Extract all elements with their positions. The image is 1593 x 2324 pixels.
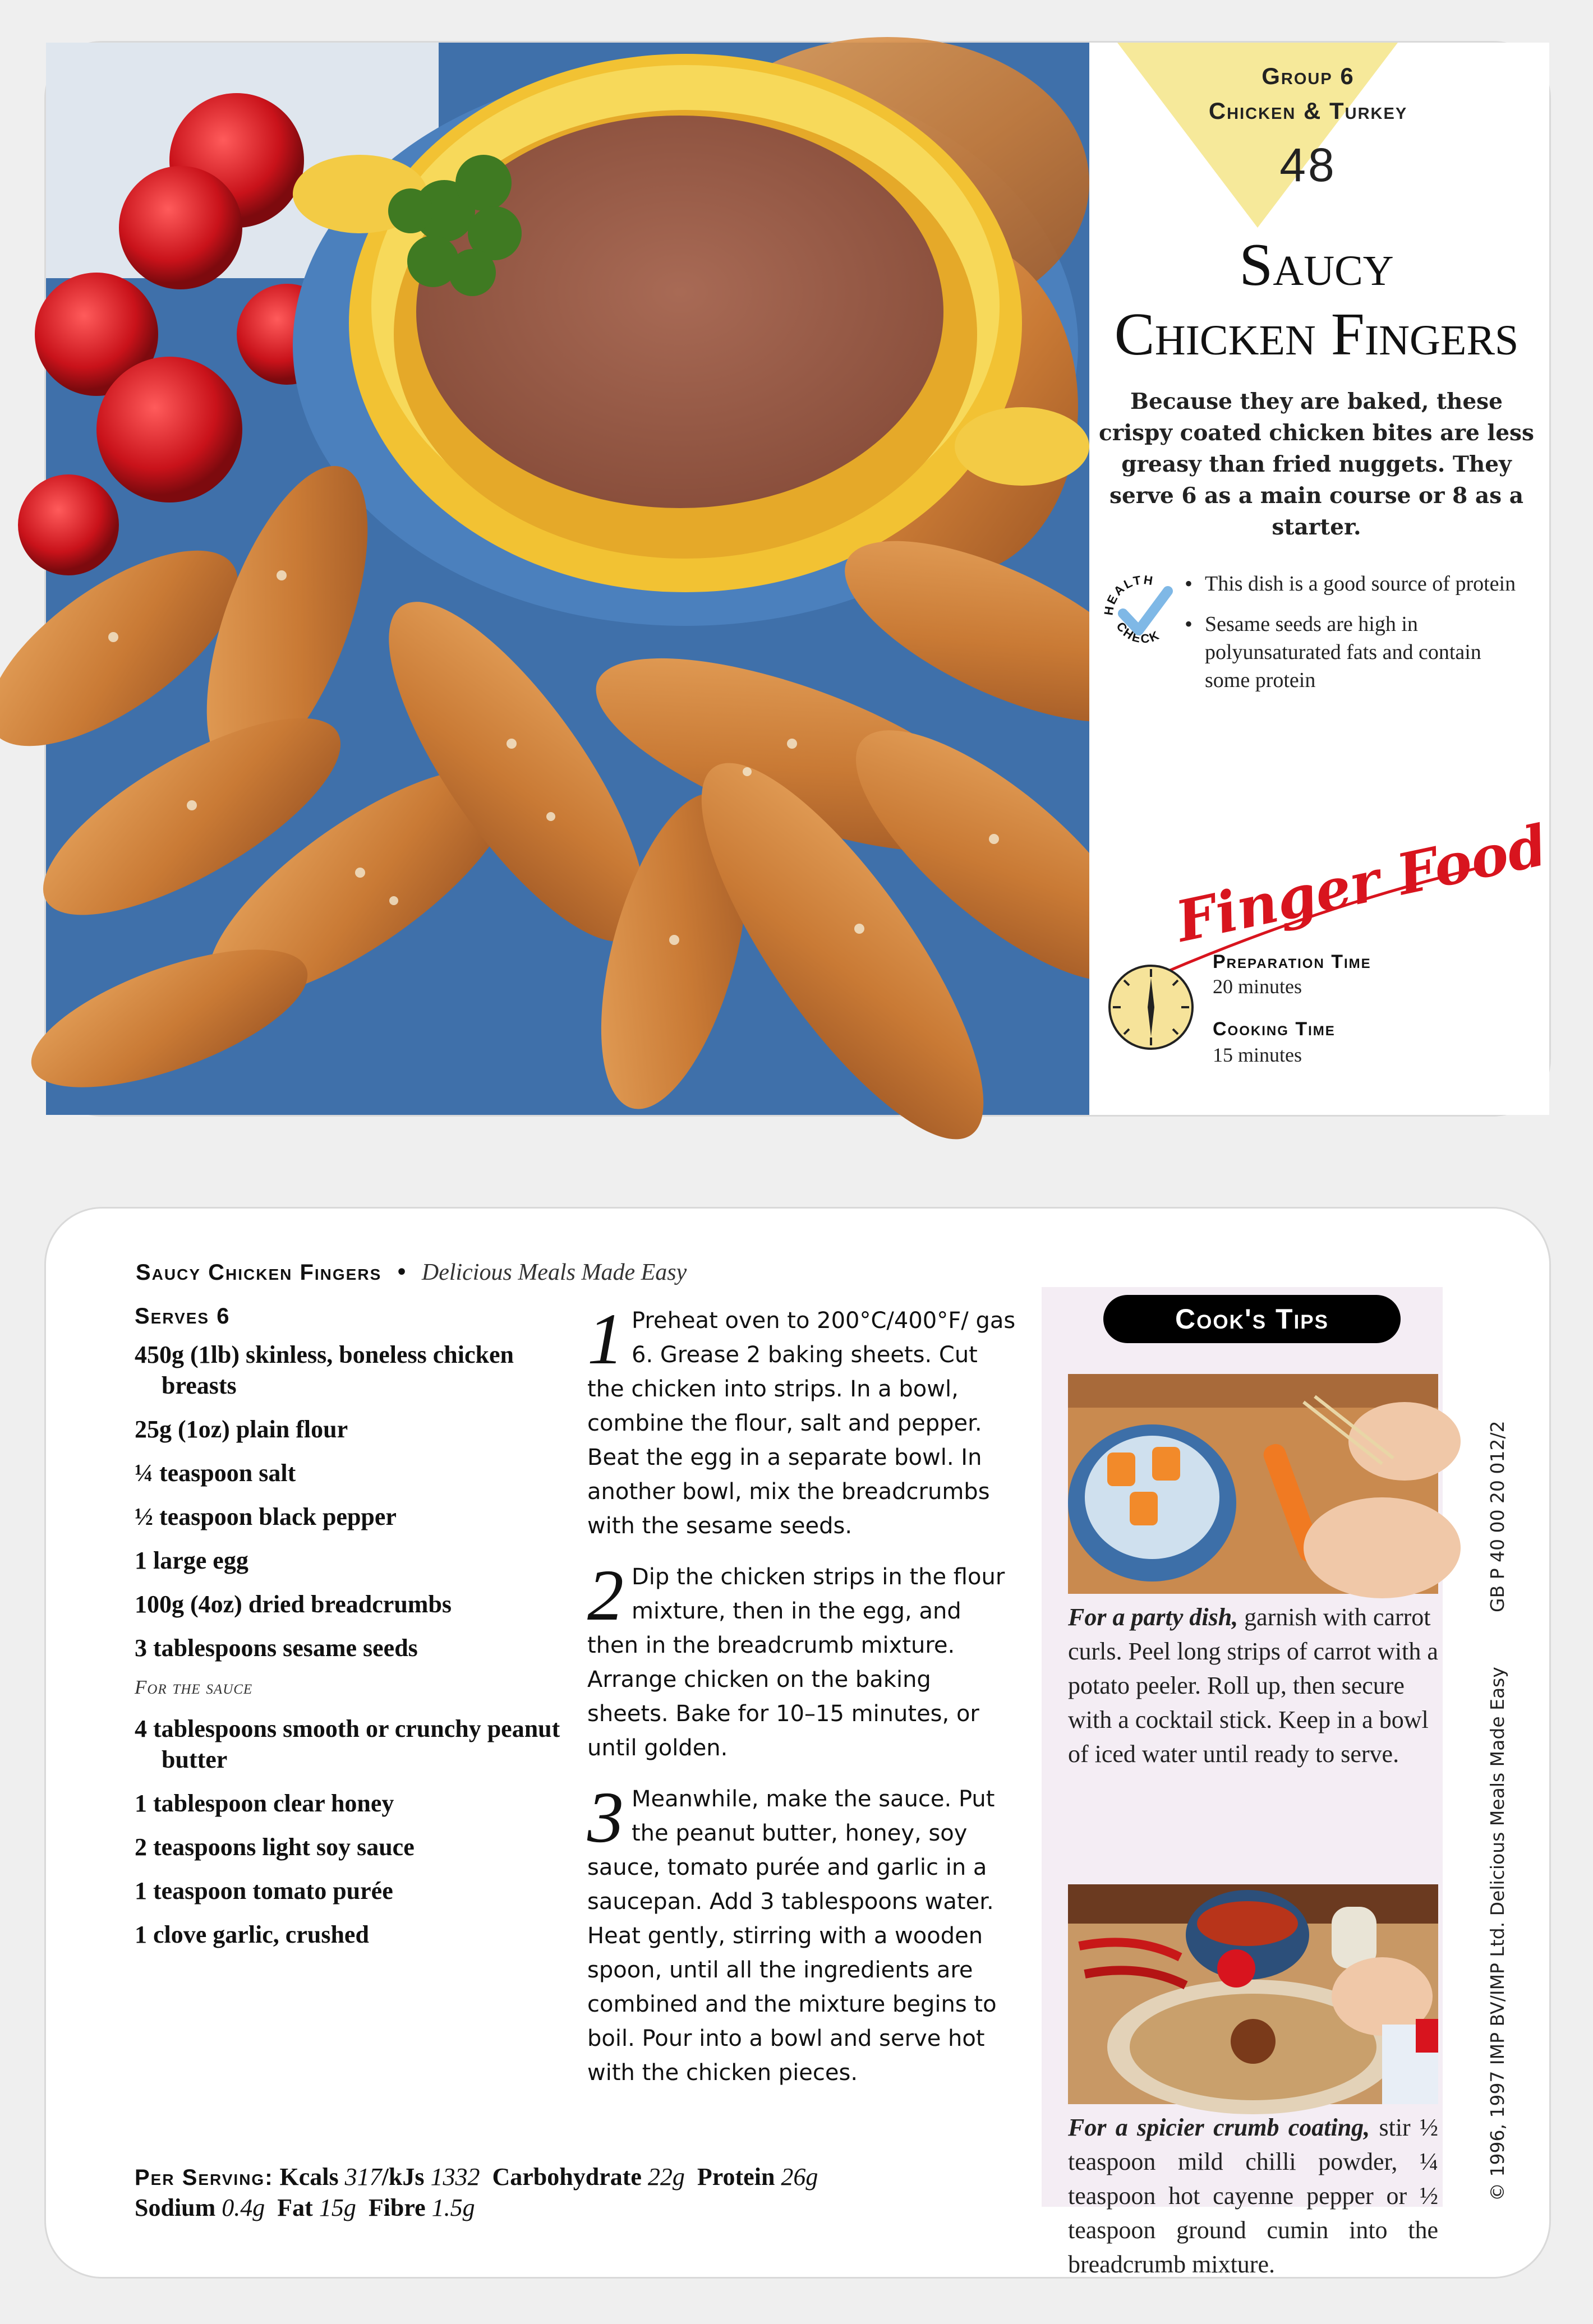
- fat-label: Fat: [277, 2194, 313, 2221]
- ingredient-item: 3 tablespoons sesame seeds: [135, 1634, 418, 1662]
- kcals-value: 317: [344, 2163, 382, 2191]
- ingredient-item: ½ teaspoon black pepper: [135, 1503, 397, 1530]
- method-step: [587, 1299, 1019, 1543]
- side-copyright-container: [1482, 1640, 1516, 2207]
- cook-time-value: 15 minutes: [1213, 1044, 1302, 1066]
- health-check-icon: [1101, 570, 1185, 654]
- fat-value: 15g: [319, 2194, 356, 2221]
- sauce-ingredient-item: 1 tablespoon clear honey: [135, 1790, 394, 1817]
- health-point: • Sesame seeds are high in polyunsaturated fats and contain some protein: [1185, 610, 1521, 694]
- group-name: Chicken & Turkey: [1208, 98, 1408, 124]
- health-badge-bottom-text: CHECK: [1113, 619, 1163, 646]
- spicy-crumb-illustration: [1068, 1884, 1438, 2104]
- spicy-crumb-photo: [1068, 1884, 1438, 2104]
- sauce-ingredient-item: 2 teaspoons light soy sauce: [135, 1833, 415, 1861]
- method-step: [587, 1555, 1019, 1765]
- sauce-ingredient-item: 1 clove garlic, crushed: [135, 1921, 369, 1948]
- back-header: [136, 1259, 977, 1286]
- method-steps: [587, 1299, 1019, 2107]
- copyright-text: © 1996, 1997 IMP BV/IMP Ltd. Delicious Meals Made Easy: [1486, 1667, 1508, 2201]
- recipe-card-back: [46, 1209, 1549, 2277]
- clock-icon: [1106, 962, 1196, 1052]
- header-bullet: •: [395, 1260, 408, 1285]
- ingredient-item: 1 large egg: [135, 1547, 248, 1574]
- carbohydrate-value: 22g: [647, 2163, 685, 2191]
- series-name: Delicious Meals Made Easy: [421, 1260, 687, 1285]
- health-point: • This dish is a good source of protein: [1185, 570, 1521, 598]
- ingredients-list: [135, 1304, 583, 1963]
- recipe-card-front: [46, 43, 1553, 1115]
- per-serving-label: Per Serving:: [135, 2165, 274, 2190]
- health-badge-top-text: HEALTH: [1101, 572, 1155, 616]
- side-code-container: [1482, 1321, 1516, 1624]
- chicken-fingers-photo: [46, 43, 1089, 1115]
- finger-food-logo-text: Finger Food: [1170, 811, 1553, 955]
- cooks-tips-panel: [1042, 1287, 1443, 2278]
- tip-spicier-coating: [1068, 2110, 1438, 2281]
- tip-lead: For a party dish,: [1068, 1603, 1239, 1631]
- front-info-panel: [1089, 43, 1553, 1115]
- ingredient-item: ¼ teaspoon salt: [135, 1459, 296, 1487]
- svg-text:HEALTH: [1101, 573, 1155, 616]
- cooks-tips-heading: Cook's Tips: [1103, 1295, 1401, 1343]
- recipe-title-line2: Chicken Fingers: [1114, 301, 1519, 368]
- step-text: Meanwhile, make the sauce. Put the peanut butter, honey, soy sauce, tomato purée and garlic in a saucepan. Add 3 tablespoons water. Heat gently, stirring with a wooden spoon, until all the ingredients are combined and the mixture begins to boil. Pour into a bowl and serve hot with the chicken pieces.: [587, 1786, 997, 2086]
- carrot-curls-illustration: [1068, 1374, 1438, 1594]
- ingredient-item: 450g (1lb) skinless, boneless chicken breasts: [135, 1341, 514, 1399]
- group-label: Group 6: [1261, 63, 1355, 89]
- sauce-heading: For the sauce: [135, 1676, 253, 1698]
- tip-party-dish: [1068, 1600, 1438, 1771]
- protein-label: Protein: [697, 2163, 775, 2191]
- sauce-ingredient-item: 4 tablespoons smooth or crunchy peanut butter: [135, 1715, 560, 1773]
- sauce-ingredient-item: 1 teaspoon tomato purée: [135, 1877, 393, 1905]
- kj-value: 1332: [430, 2163, 480, 2191]
- step-text: Preheat oven to 200°C/400°F/ gas 6. Grease 2 baking sheets. Cut the chicken into strips. In a bowl, combine the flour, salt and pepper. Beat the egg in a separate bowl. In another bowl, mix the breadcrumbs with the sesame seeds.: [587, 1308, 1016, 1539]
- protein-value: 26g: [781, 2163, 818, 2191]
- method-step: [587, 1777, 1019, 2090]
- health-points-list: [1185, 570, 1521, 707]
- sodium-value: 0.4g: [222, 2194, 265, 2221]
- recipe-description: Because they are baked, these crispy coated chicken bites are less greasy than fried nuggets. They serve 6 as a main course or 8 as a starter.: [1099, 389, 1534, 540]
- fibre-value: 1.5g: [431, 2194, 475, 2221]
- ingredient-item: 100g (4oz) dried breadcrumbs: [135, 1590, 452, 1618]
- tip-body: garnish with carrot curls. Peel long strips of carrot with a potato peeler. Roll up, then secure with a cocktail stick. Keep in a bowl of iced water until ready to serve.: [1068, 1603, 1438, 1768]
- carbohydrate-label: Carbohydrate: [492, 2163, 642, 2191]
- step-number: 3: [587, 1777, 624, 1858]
- food-illustration: [46, 43, 1089, 1115]
- recipe-title: [1089, 230, 1544, 370]
- cook-time-label: Cooking Time: [1213, 1018, 1336, 1040]
- product-code: GB P 40 00 20 012/2: [1486, 1421, 1508, 1612]
- kcals-label: Kcals: [279, 2163, 339, 2191]
- step-number: 1: [587, 1299, 624, 1380]
- fibre-label: Fibre: [368, 2194, 426, 2221]
- back-recipe-title: Saucy Chicken Fingers: [136, 1260, 382, 1285]
- carrot-curls-photo: [1068, 1374, 1438, 1594]
- step-number: 2: [587, 1555, 624, 1636]
- sodium-label: Sodium: [135, 2194, 216, 2221]
- serves-label: Serves 6: [135, 1304, 231, 1329]
- ingredient-item: 25g (1oz) plain flour: [135, 1415, 348, 1443]
- nutrition-per-serving: [135, 2162, 1060, 2223]
- tip-lead: For a spicier crumb coating,: [1068, 2114, 1370, 2141]
- prep-time-value: 20 minutes: [1213, 975, 1302, 998]
- recipe-title-line1: Saucy: [1239, 232, 1394, 298]
- tip-body: stir ½ teaspoon mild chilli powder, ¼ teaspoon hot cayenne pepper or ½ teaspoon ground cumin into the breadcrumb mixture.: [1068, 2114, 1438, 2278]
- recipe-number: 48: [1279, 139, 1337, 191]
- kj-label: /kJs: [381, 2163, 425, 2191]
- prep-time-label: Preparation Time: [1213, 951, 1371, 972]
- step-text: Dip the chicken strips in the flour mixture, then in the egg, and then in the breadcrumb mixture. Arrange chicken on the baking sheets. Bake for 10–15 minutes, or until golden.: [587, 1564, 1005, 1761]
- checkmark-icon: [1123, 591, 1168, 630]
